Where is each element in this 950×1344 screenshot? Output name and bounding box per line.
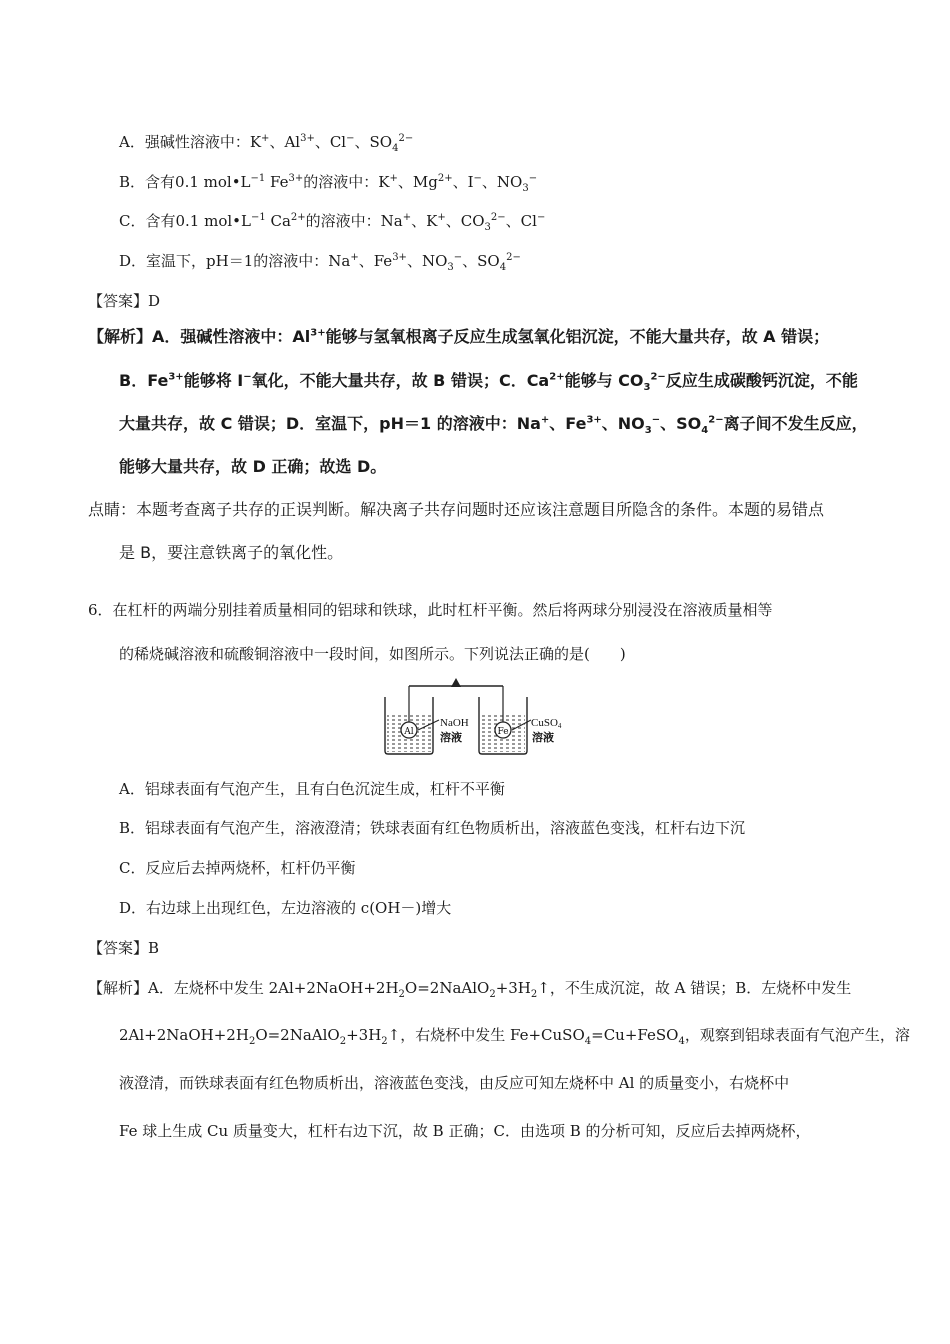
q5-option-d: D．室温下，pH＝1的溶液中：Na+、$Fe^{3+}$、$NO_3^-$、$SO_4^{2-}$ <box>119 252 521 273</box>
q5-analysis-line-1: 【解析】A．强碱性溶液中：$Al^{3+}$能够与氢氧根离子反应生成氢氧化铝沉淀，不能大量共存，故 A 错误； <box>88 327 830 346</box>
q5-option-b: B．含有0.1 $mol•L^{-1}$ $Fe^{3+}$的溶液中：K+、$Mg^{2+}$、I−、$NO_3^-$ <box>119 173 538 194</box>
q5-tip-line-2: 是 B，要注意铁离子的氧化性。 <box>119 543 344 562</box>
naoh-solution-word: 溶液 <box>440 731 462 744</box>
q5-option-a: A．强碱性溶液中：K+、$Al^{3+}$、Cl−、$SO_4^{2-}$ <box>119 133 414 154</box>
q5-option-c: C．含有0.1 $mol•L^{-1}$ $Ca^{2+}$的溶液中：Na+、K+、$CO_3^{2-}$、Cl− <box>119 212 546 233</box>
q6-stem-line-2: 的稀烧碱溶液和硫酸铜溶液中一段时间，如图所示。下列说法正确的是( ) <box>119 645 626 663</box>
q6-analysis-line-3: 液澄清，而铁球表面有红色物质析出，溶液蓝色变浅，由反应可知左烧杯中 Al 的质量变小，右烧杯中 <box>119 1074 790 1092</box>
lever-beakers-figure <box>380 674 570 756</box>
q6-option-d: D．右边球上出现红色，左边溶液的 c(OH－)增大 <box>119 899 452 917</box>
q6-analysis-line-2: $2Al+2NaOH+2H_2O=2NaAlO_2+3H_2↑$，右烧杯中发生 Fe+CuSO$_4$=Cu+FeSO$_4$，观察到铝球表面有气泡产生，溶 <box>119 1026 910 1047</box>
fe-ball-label: Fe <box>497 727 509 737</box>
q6-option-c: C．反应后去掉两烧杯，杠杆仍平衡 <box>119 859 356 877</box>
q6-analysis-line-1: 【解析】A．左烧杯中发生 $2Al+2NaOH+2H_2O=2NaAlO_2+3H_2↑$，不生成沉淀，故 A 错误；B．左烧杯中发生 <box>88 979 852 1000</box>
fulcrum <box>451 678 461 687</box>
q5-analysis-line-2: B．$Fe^{3+}$能够将 I−氧化，不能大量共存，故 B 错误；C．$Ca^{2+}$能够与 $CO_3^{2-}$反应生成碳酸钙沉淀，不能 <box>119 371 858 394</box>
q5-answer: 【答案】D <box>88 292 161 310</box>
cuso4-label: CuSO4 <box>531 717 562 730</box>
naoh-label: NaOH <box>440 717 469 729</box>
q6-stem-line-1: 6．在杠杆的两端分别挂着质量相同的铝球和铁球，此时杠杆平衡。然后将两球分别浸没在溶液质量相等 <box>88 601 773 619</box>
q5-analysis-line-3: 大量共存，故 C 错误；D．室温下，pH＝1 的溶液中：Na+、$Fe^{3+}$、$NO_3^-$、$SO_4^{2-}$离子间不发生反应， <box>119 414 868 437</box>
cuso4-solution-word: 溶液 <box>532 731 554 744</box>
al-ball-label: Al <box>404 727 414 737</box>
q6-option-a: A．铝球表面有气泡产生，且有白色沉淀生成，杠杆不平衡 <box>119 780 505 798</box>
q5-analysis-line-4: 能够大量共存，故 D 正确；故选 D。 <box>119 457 387 476</box>
q6-answer: 【答案】B <box>88 939 160 957</box>
q6-option-b: B．铝球表面有气泡产生，溶液澄清；铁球表面有红色物质析出，溶液蓝色变浅，杠杆右边下沉 <box>119 819 746 837</box>
q5-tip-line-1: 点睛：本题考查离子共存的正误判断。解决离子共存问题时还应该注意题目所隐含的条件。本题的易错点 <box>88 500 825 519</box>
q6-analysis-line-4: Fe 球上生成 Cu 质量变大，杠杆右边下沉，故 B 正确；C．由选项 B 的分析可知，反应后去掉两烧杯， <box>119 1122 811 1140</box>
